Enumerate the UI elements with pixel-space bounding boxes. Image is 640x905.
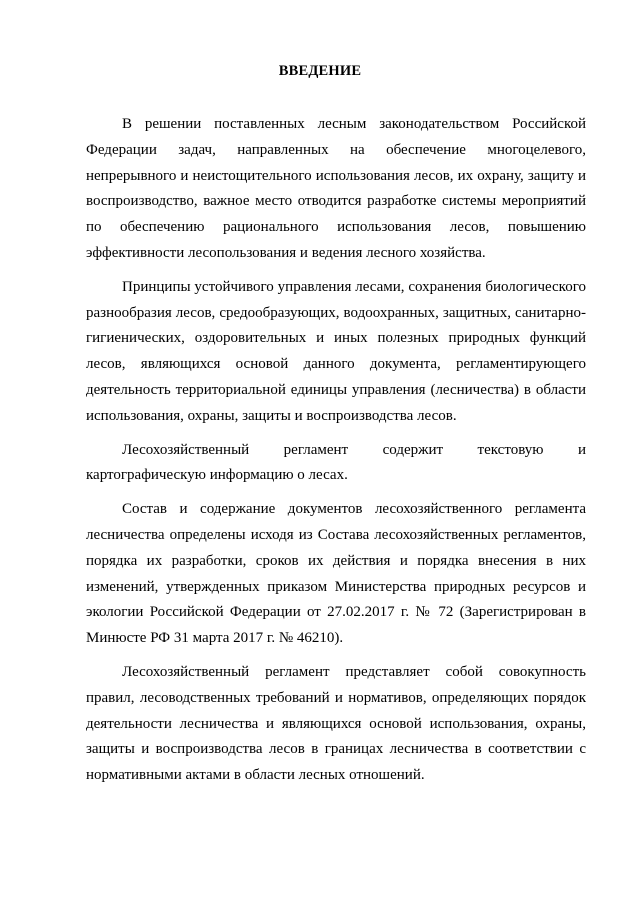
body-text <box>86 112 586 797</box>
paragraph-3: Лесохозяйственный регламент содержит текстовую и картографическую информацию о лесах. <box>86 441 586 484</box>
paragraph-2: Принципы устойчивого управления лесами, сохранения биологического разнообразия лесов, средообразующих, водоохранных, защитных, санитарно-гигиенических, оздоровительных и иных полезных природных функций лесов, являющихся основой данного документа, регламентирующего деятельность территориальной единицы управления (лесничества) в области использования, охраны, защиты и воспроизводства лесов. <box>86 278 586 424</box>
paragraph-5: Лесохозяйственный регламент представляет собой совокупность правил, лесоводственных требований и нормативов, определяющих порядок деятельности лесничества и являющихся основой использования, охраны, защиты и воспроизводства лесов в границах лесничества в соответствии с нормативными актами в области лесных отношений. <box>86 663 586 784</box>
paragraph-1: В решении поставленных лесным законодательством Российской Федерации задач, направленных на обеспечение многоцелевого, непрерывного и неистощительного использования лесов, их охрану, защиту и воспроизводство, важное место отводится разработке системы мероприятий по обеспечению рационального использования лесов, повышению эффективности лесопользования и ведения лесного хозяйства. <box>86 116 586 261</box>
page-title: ВВЕДЕНИЕ <box>278 63 362 79</box>
paragraph-4: Состав и содержание документов лесохозяйственного регламента лесничества определены исходя из Состава лесохозяйственных регламентов, порядка их разработки, сроков их действия и порядка внесения в них изменений, утвержденных приказом Министерства природных ресурсов и экологии Российской Федерации от 27.02.2017 г. № 72 (Зарегистрирован в Минюсте РФ 31 марта 2017 г. № 46210). <box>86 501 586 647</box>
